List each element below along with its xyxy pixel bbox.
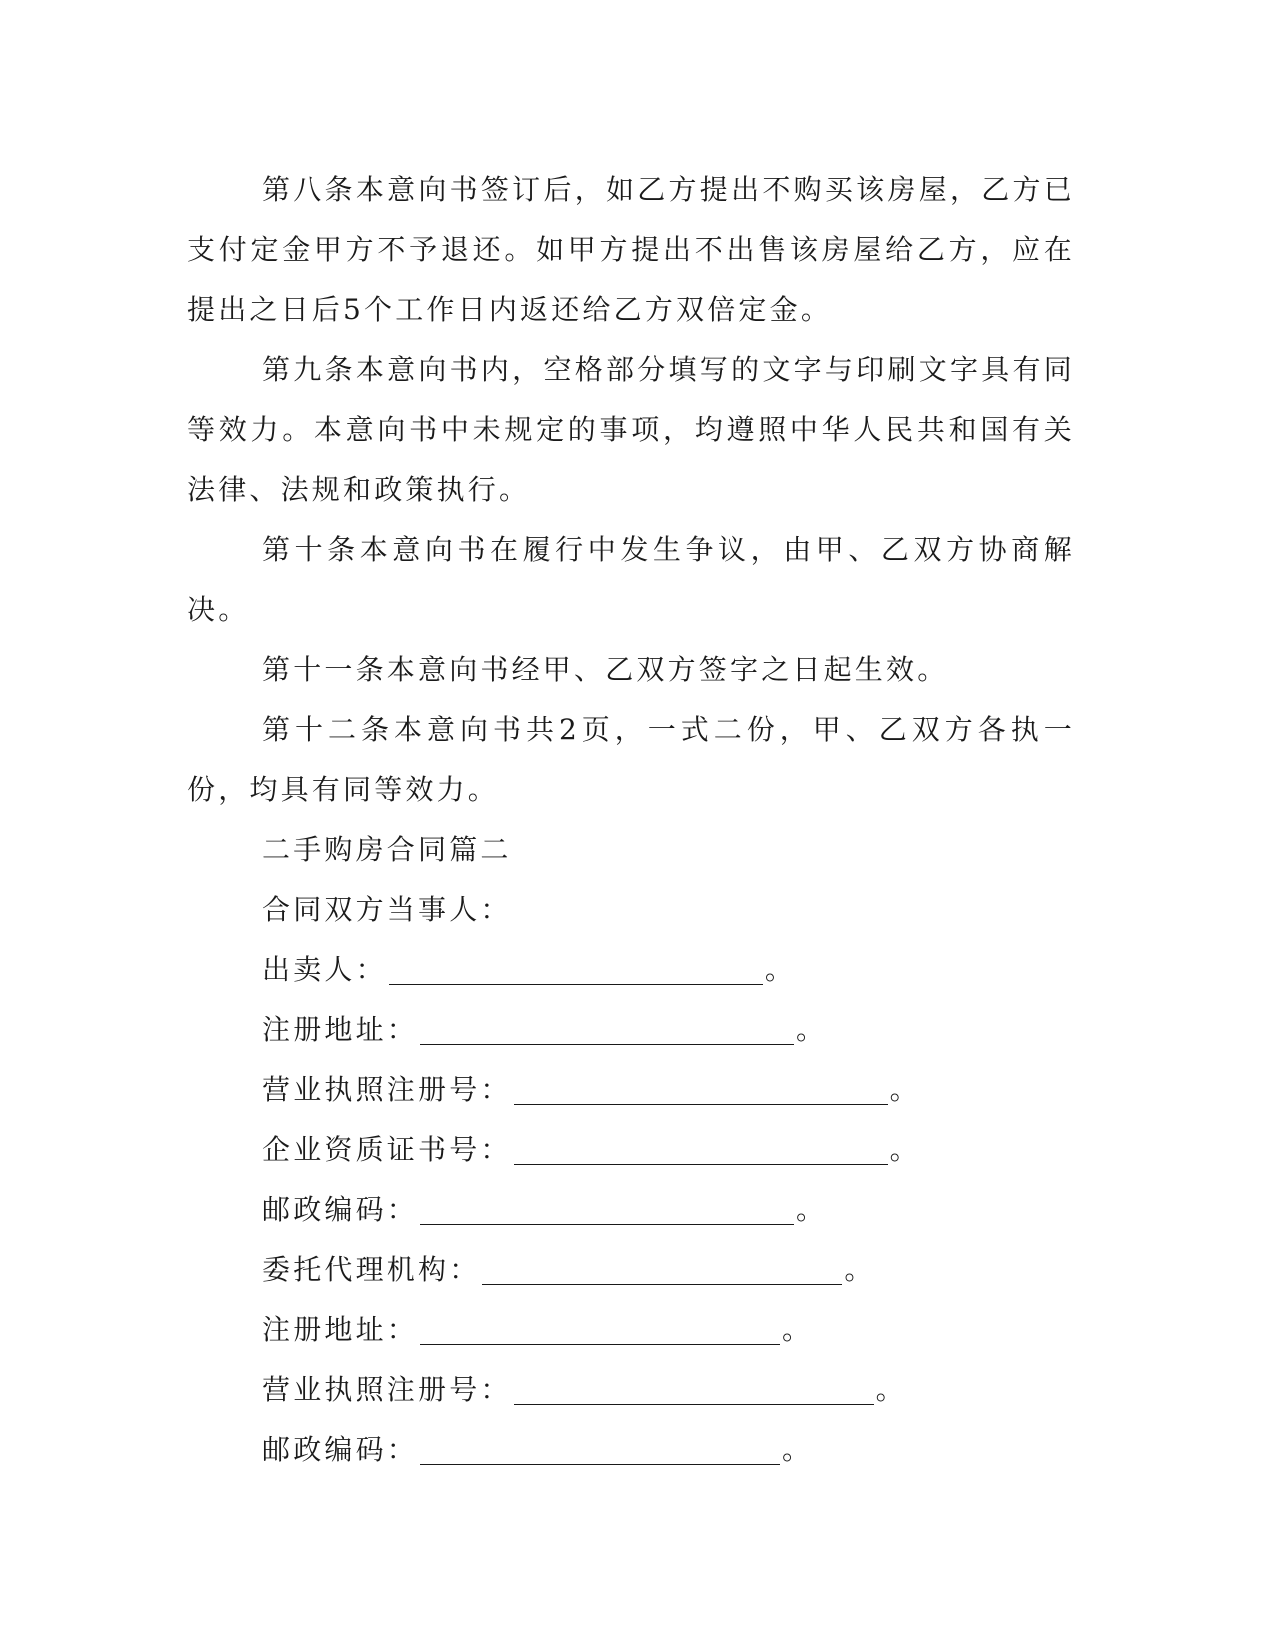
agency-field <box>187 1240 1075 1300</box>
field-end-mark: 。 <box>796 1193 828 1226</box>
field-label: 委托代理机构： <box>262 1253 481 1286</box>
fill-in-blank[interactable] <box>482 1258 842 1285</box>
fill-in-blank[interactable] <box>514 1138 888 1165</box>
field-label: 企业资质证书号： <box>262 1133 512 1166</box>
field-end-mark: 。 <box>764 953 797 986</box>
article-10-paragraph: 第十条本意向书在履行中发生争议，由甲、乙双方协商解决。 <box>187 533 1075 626</box>
field-label: 营业执照注册号： <box>262 1073 512 1106</box>
section-heading: 二手购房合同篇二 <box>262 833 512 866</box>
fill-in-blank[interactable] <box>389 958 763 985</box>
field-end-mark: 。 <box>875 1373 907 1406</box>
article-11-paragraph: 第十一条本意向书经甲、乙双方签字之日起生效。 <box>262 653 949 686</box>
agency-business-license-number-field <box>187 1360 1075 1420</box>
qualification-certificate-number-field <box>187 1120 1075 1180</box>
fill-in-blank[interactable] <box>514 1378 874 1405</box>
document-body <box>187 160 1075 1480</box>
field-label: 注册地址： <box>262 1313 419 1346</box>
field-label: 出卖人： <box>262 953 387 986</box>
field-label: 邮政编码： <box>262 1193 419 1226</box>
field-end-mark: 。 <box>889 1073 921 1106</box>
field-end-mark: 。 <box>844 1253 876 1286</box>
fill-in-blank[interactable] <box>420 1018 794 1045</box>
field-label: 营业执照注册号： <box>262 1373 512 1406</box>
business-license-number-field <box>187 1060 1075 1120</box>
article-9-paragraph: 第九条本意向书内，空格部分填写的文字与印刷文字具有同等效力。本意向书中未规定的事项，均遵照中华人民共和国有关法律、法规和政策执行。 <box>187 353 1075 506</box>
postal-code-field <box>187 1180 1075 1240</box>
registered-address-field <box>187 1000 1075 1060</box>
field-end-mark: 。 <box>782 1313 814 1346</box>
agency-registered-address-field <box>187 1300 1075 1360</box>
fill-in-blank[interactable] <box>420 1198 794 1225</box>
seller-field <box>187 940 1075 1000</box>
field-label: 注册地址： <box>262 1013 419 1046</box>
article-12-paragraph: 第十二条本意向书共2页，一式二份，甲、乙双方各执一份，均具有同等效力。 <box>187 713 1075 806</box>
fill-in-blank[interactable] <box>420 1318 780 1345</box>
parties-intro: 合同双方当事人： <box>262 893 512 926</box>
agency-postal-code-field <box>187 1420 1075 1480</box>
field-label: 邮政编码： <box>262 1433 419 1466</box>
fill-in-blank[interactable] <box>420 1438 780 1465</box>
field-end-mark: 。 <box>889 1133 921 1166</box>
field-end-mark: 。 <box>782 1433 814 1466</box>
field-end-mark: 。 <box>796 1013 828 1046</box>
article-8-paragraph: 第八条本意向书签订后，如乙方提出不购买该房屋，乙方已支付定金甲方不予退还。如甲方提出不出售该房屋给乙方，应在提出之日后5个工作日内返还给乙方双倍定金。 <box>187 173 1075 326</box>
fill-in-blank[interactable] <box>514 1078 888 1105</box>
